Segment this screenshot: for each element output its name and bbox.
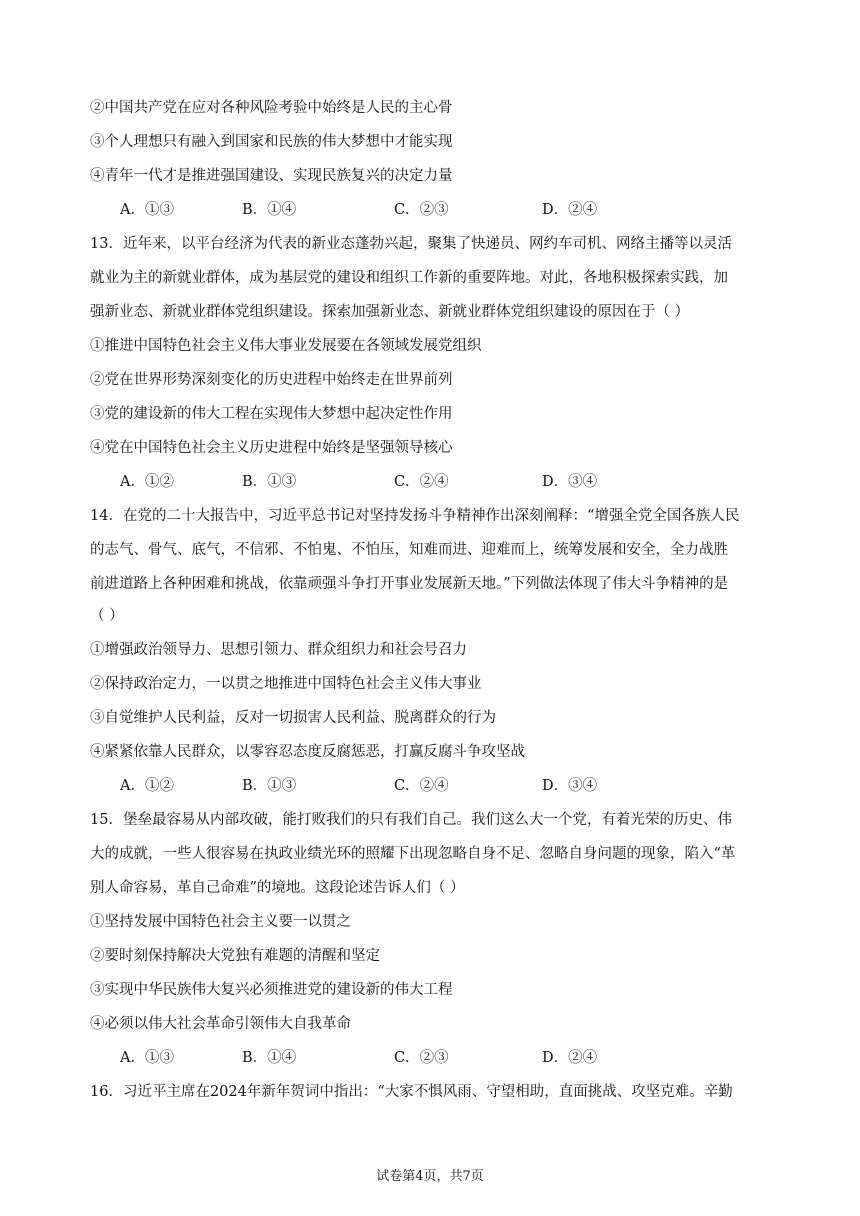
option-d: D．②④ [542, 202, 598, 218]
question-15-stem: 15．堡垒最容易从内部攻破，能打败我们的只有我们自己。我们这么大一个党，有着光荣的历史、伟 [90, 812, 732, 828]
statement-item: ①推进中国特色社会主义伟大事业发展要在各领域发展党组织 [90, 338, 482, 354]
question-14-stem: 14．在党的二十大报告中，习近平总书记对坚持发扬斗争精神作出深刻阐释：“增强全党全国各族人民 [90, 508, 740, 524]
statement-item: ③个人理想只有融入到国家和民族的伟大梦想中才能实现 [90, 134, 453, 150]
option-c: C．②④ [394, 778, 449, 794]
question-13-stem: 13．近年来，以平台经济为代表的新业态蓬勃兴起，聚集了快递员、网约车司机、网络主播等以灵活 [90, 236, 732, 252]
question-16-stem: 16．习近平主席在2024年新年贺词中指出：“大家不惧风雨、守望相助，直面挑战、攻坚克难。辛勤 [90, 1084, 733, 1100]
option-d: D．③④ [542, 474, 598, 490]
statement-item: ①增强政治领导力、思想引领力、群众组织力和社会号召力 [90, 642, 467, 658]
option-a: A．①③ [120, 1050, 174, 1066]
option-c: C．②③ [394, 202, 449, 218]
answer-options [120, 776, 760, 796]
option-a: A．①② [120, 778, 174, 794]
question-13-stem: 就业为主的新就业群体，成为基层党的建设和组织工作新的重要阵地。对此，各地积极探索实践，加 [90, 270, 728, 286]
statement-item: ②保持政治定力，一以贯之地推进中国特色社会主义伟大事业 [90, 676, 482, 692]
question-15-stem: 大的成就，一些人很容易在执政业绩光环的照耀下出现忽略自身不足、忽略自身问题的现象，陷入“革 [90, 846, 736, 862]
statement-item: ②要时刻保持解决大党独有难题的清醒和坚定 [90, 948, 380, 964]
answer-options [120, 472, 760, 492]
option-b: B．①③ [242, 474, 297, 490]
option-a: A．①③ [120, 202, 174, 218]
option-b: B．①④ [242, 1050, 297, 1066]
option-b: B．①④ [242, 202, 297, 218]
option-d: D．②④ [542, 1050, 598, 1066]
question-14-stem: （ ） [90, 608, 124, 624]
statement-item: ④紧紧依靠人民群众，以零容忍态度反腐惩恶，打赢反腐斗争攻坚战 [90, 744, 525, 760]
statement-item: ③党的建设新的伟大工程在实现伟大梦想中起决定性作用 [90, 406, 453, 422]
statement-item: ④党在中国特色社会主义历史进程中始终是坚强领导核心 [90, 440, 453, 456]
question-14-stem: 前进道路上各种困难和挑战，依靠顽强斗争打开事业发展新天地。”下列做法体现了伟大斗争精神的是 [90, 576, 729, 592]
answer-options [120, 1048, 760, 1068]
option-c: C．②③ [394, 1050, 449, 1066]
option-a: A．①② [120, 474, 174, 490]
statement-item: ③实现中华民族伟大复兴必须推进党的建设新的伟大工程 [90, 982, 453, 998]
option-c: C．②④ [394, 474, 449, 490]
statement-item: ③自觉维护人民利益，反对一切损害人民利益、脱离群众的行为 [90, 710, 496, 726]
question-13-stem: 强新业态、新就业群体党组织建设。探索加强新业态、新就业群体党组织建设的原因在于（ ） [90, 304, 690, 320]
option-d: D．③④ [542, 778, 598, 794]
statement-item: ①坚持发展中国特色社会主义要一以贯之 [90, 914, 351, 930]
statement-item: ②党在世界形势深刻变化的历史进程中始终走在世界前列 [90, 372, 453, 388]
statement-item: ④青年一代才是推进强国建设、实现民族复兴的决定力量 [90, 168, 453, 184]
answer-options [120, 200, 760, 220]
question-14-stem: 的志气、骨气、底气，不信邪、不怕鬼、不怕压，知难而进、迎难而上，统筹发展和安全，全力战胜 [90, 542, 728, 558]
option-b: B．①③ [242, 778, 297, 794]
statement-item: ②中国共产党在应对各种风险考验中始终是人民的主心骨 [90, 100, 453, 116]
page-footer: 试卷第4页，共7页 [376, 1169, 484, 1184]
statement-item: ④必须以伟大社会革命引领伟大自我革命 [90, 1016, 351, 1032]
question-15-stem: 别人命容易，革自己命难”的境地。这段论述告诉人们（ ） [90, 880, 465, 896]
